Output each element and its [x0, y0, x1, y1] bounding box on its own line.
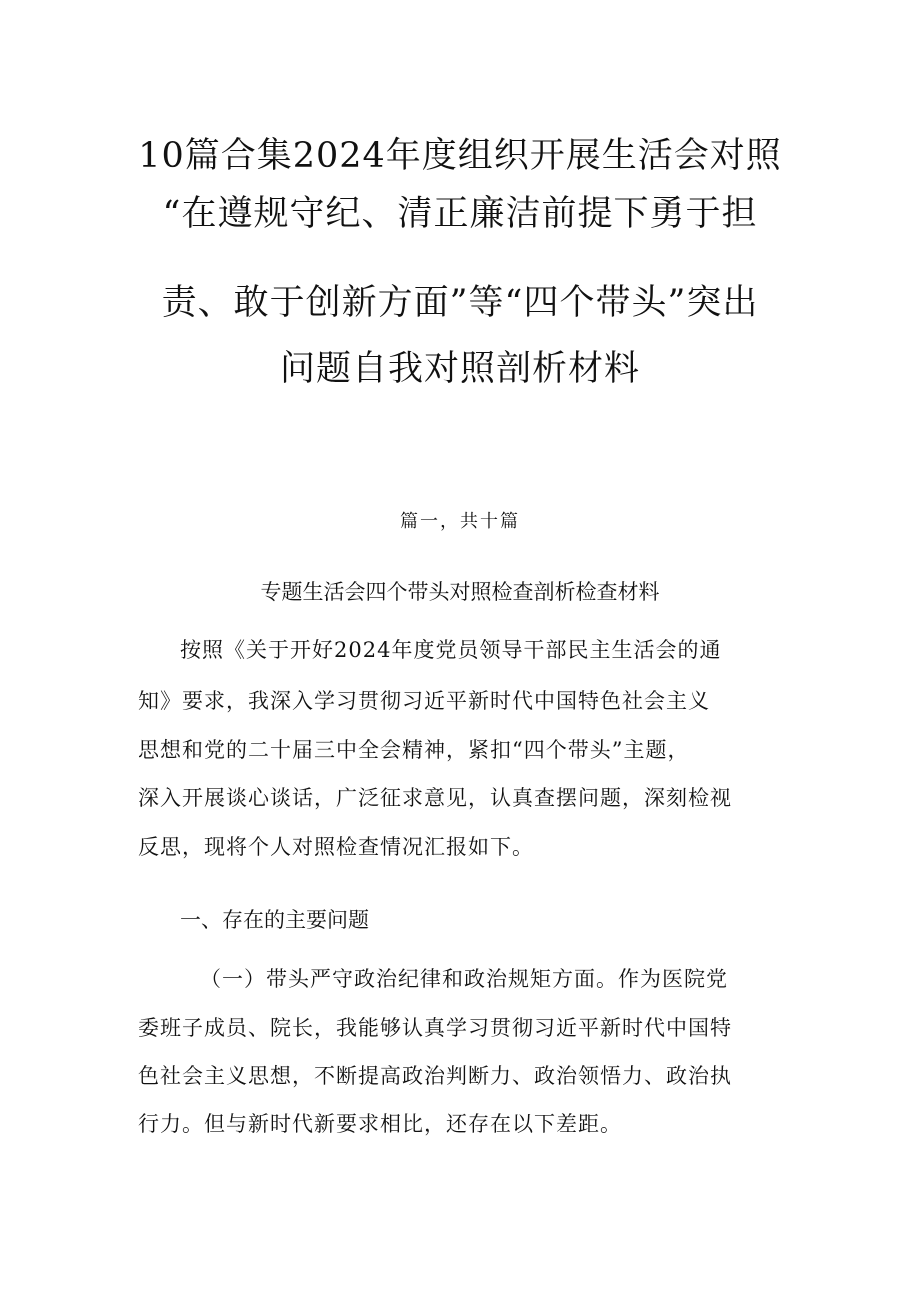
article-index-label: 篇一，共十篇	[400, 511, 520, 532]
section-heading: 一、存在的主要问题	[180, 908, 369, 932]
section-body-line-3: 色社会主义思想，不断提高政治判断力、政治领悟力、政治执	[138, 1064, 732, 1088]
intro-line-1: 按照《关于开好2024年度党员领导干部民主生活会的通	[180, 638, 722, 662]
intro-line-4: 深入开展谈心谈话，广泛征求意见，认真查摆问题，深刻检视	[138, 786, 732, 810]
intro-line-5: 反思，现将个人对照检查情况汇报如下。	[138, 835, 534, 859]
document-title-line-2: “在遵规守纪、清正廉洁前提下勇于担	[162, 194, 758, 234]
document-title-line-3: 责、敢于创新方面”等“四个带头”突出	[161, 283, 759, 323]
document-title-line-1: 10篇合集2024年度组织开展生活会对照	[138, 136, 782, 176]
material-title: 专题生活会四个带头对照检查剖析检查材料	[260, 580, 660, 604]
section-body-line-2: 委班子成员、院长，我能够认真学习贯彻习近平新时代中国特	[138, 1016, 732, 1040]
document-title-line-4: 问题自我对照剖析材料	[279, 349, 640, 389]
section-body-line-4: 行力。但与新时代新要求相比，还存在以下差距。	[138, 1112, 622, 1136]
intro-line-3: 思想和党的二十届三中全会精神，紧扣“四个带头”主题，	[138, 738, 690, 762]
section-body-line-1: （一）带头严守政治纪律和政治规矩方面。作为医院党	[200, 967, 728, 991]
intro-line-2: 知》要求，我深入学习贯彻习近平新时代中国特色社会主义	[138, 689, 710, 713]
